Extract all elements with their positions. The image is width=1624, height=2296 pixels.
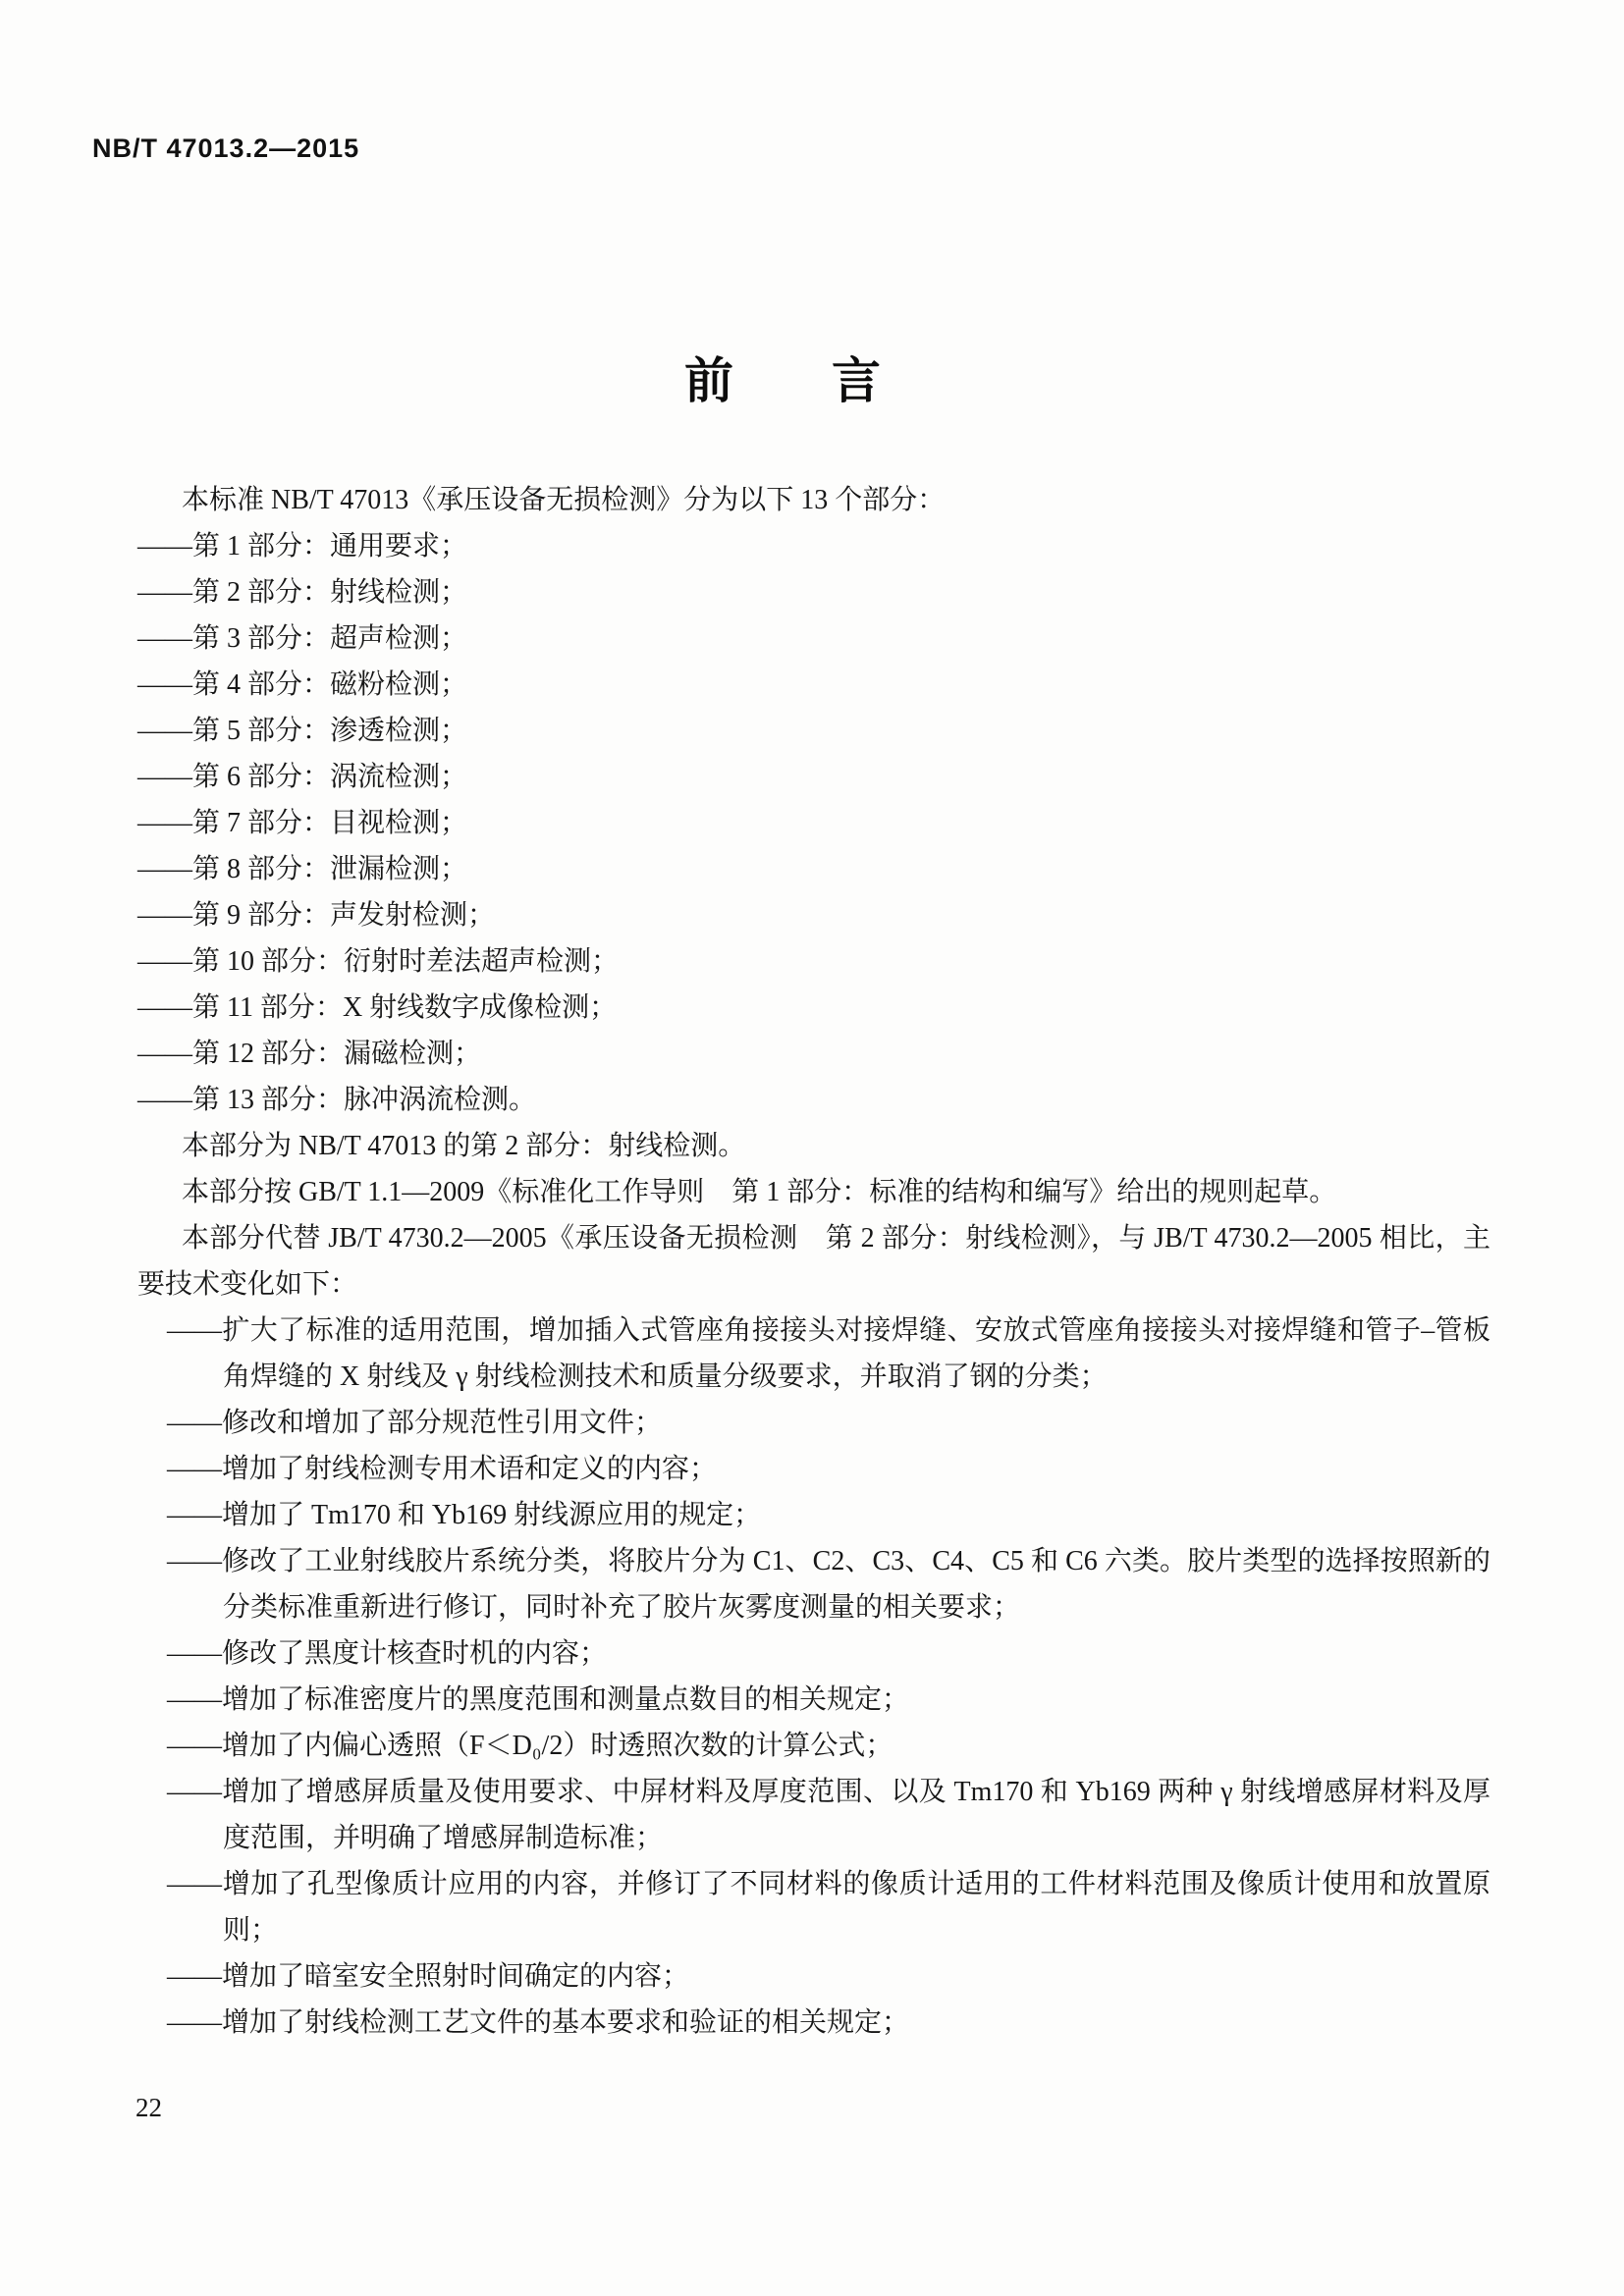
scope-paragraph: 本部分为 NB/T 47013 的第 2 部分：射线检测。: [182, 1131, 746, 1161]
part-item: ——第 13 部分：脉冲涡流检测。: [137, 1085, 537, 1115]
change-item: ——增加了射线检测专用术语和定义的内容；: [167, 1454, 718, 1484]
part-item: ——第 8 部分：泄漏检测；: [137, 854, 468, 884]
change-item: ——增加了标准密度片的黑度范围和测量点数目的相关规定；: [167, 1684, 910, 1715]
page-number: 22: [135, 2093, 162, 2122]
part-item: ——第 1 部分：通用要求；: [137, 531, 468, 561]
part-item: ——第 12 部分：漏磁检测；: [137, 1039, 482, 1069]
change-item: ——修改和增加了部分规范性引用文件；: [167, 1408, 663, 1438]
change-item: ——扩大了标准的适用范围，增加插入式管座角接接头对接焊缝、安放式管座角接接头对接焊缝和管子–管板角焊缝的 X 射线及 γ 射线检测技术和质量分级要求，并取消了钢的分类；: [167, 1315, 1490, 1392]
change-item: ——增加了内偏心透照（F＜D₀/2）时透照次数的计算公式；: [167, 1731, 893, 1761]
part-item: ——第 4 部分：磁粉检测；: [137, 669, 468, 700]
intro-paragraph: 本标准 NB/T 47013《承压设备无损检测》分为以下 13 个部分：: [182, 485, 946, 515]
standard-number: NB/T 47013.2—2015: [92, 133, 360, 163]
change-item: ——增加了孔型像质计应用的内容，并修订了不同材料的像质计适用的工件材料范围及像质计使用和放置原则；: [167, 1869, 1490, 1946]
change-item: ——修改了黑度计核查时机的内容；: [167, 1638, 608, 1669]
part-item: ——第 5 部分：渗透检测；: [137, 716, 468, 746]
change-item: ——增加了增感屏质量及使用要求、中屏材料及厚度范围、以及 Tm170 和 Yb169 两种 γ 射线增感屏材料及厚度范围，并明确了增感屏制造标准；: [167, 1777, 1490, 1853]
change-item: ——修改了工业射线胶片系统分类，将胶片分为 C1、C2、C3、C4、C5 和 C6 六类。胶片类型的选择按照新的分类标准重新进行修订，同时补充了胶片灰雾度测量的相关要求；: [167, 1546, 1490, 1623]
change-item: ——增加了 Tm170 和 Yb169 射线源应用的规定；: [167, 1500, 762, 1530]
part-item: ——第 3 部分：超声检测；: [137, 623, 468, 654]
page-title: 前 言: [684, 353, 881, 408]
part-item: ——第 7 部分：目视检测；: [137, 808, 468, 838]
replaces-paragraph: 本部分代替 JB/T 4730.2—2005《承压设备无损检测 第 2 部分：射线检测》，与 JB/T 4730.2—2005 相比，主要技术变化如下：: [137, 1223, 1490, 1300]
part-item: ——第 9 部分：声发射检测；: [137, 900, 496, 931]
drafting-paragraph: 本部分按 GB/T 1.1—2009《标准化工作导则 第 1 部分：标准的结构和编写》给出的规则起草。: [182, 1177, 1337, 1207]
foreword-body: [137, 477, 1490, 2046]
part-item: ——第 6 部分：涡流检测；: [137, 762, 468, 792]
change-item: ——增加了暗室安全照射时间确定的内容；: [167, 1961, 690, 1992]
part-item: ——第 10 部分：衍射时差法超声检测；: [137, 946, 620, 977]
change-item: ——增加了射线检测工艺文件的基本要求和验证的相关规定；: [167, 2007, 910, 2038]
part-item: ——第 11 部分：X 射线数字成像检测；: [137, 992, 618, 1023]
part-item: ——第 2 部分：射线检测；: [137, 577, 468, 608]
